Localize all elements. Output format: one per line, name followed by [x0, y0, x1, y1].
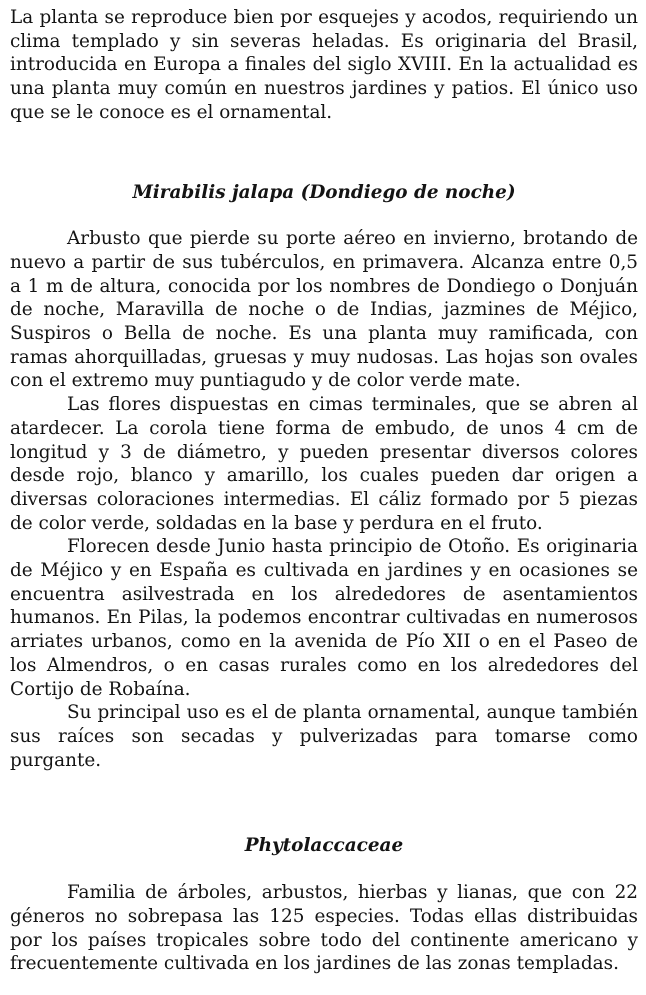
mirabilis-paragraph-4: Su principal uso es el de planta ornamental, aunque también sus raíces son secadas y pulverizadas para tomarse como purgante. — [10, 702, 638, 771]
mirabilis-paragraph-3: Florecen desde Junio hasta principio de Otoño. Es originaria de Méjico y en España es cultivada en jardines y en ocasiones se encuentra asilvestrada en los alrededores de asentamientos humanos. En Pilas, la podemos encontrar cultivadas en numerosos arriates urbanos, como en la avenida de Pío XII o en el Paseo de los Almendros, o en casas rurales como en los alrededores del Cortijo de Robaína. — [10, 536, 638, 700]
mirabilis-paragraph-1: Arbusto que pierde su porte aéreo en invierno, brotando de nuevo a partir de sus tubérculos, en primavera. Alcanza entre 0,5 a 1 m de altura, conocida por los nombres de Dondiego o Donjuán de noche, Maravilla de noche o de Indias, jazmines de Méjico, Suspiros o Bella de noche. Es una planta muy ramificada, con ramas ahorquilladas, gruesas y muy nudosas. Las hojas son ovales con el extremo muy puntiagudo y de color verde mate. — [10, 228, 638, 392]
document-page — [10, 6, 638, 976]
mirabilis-paragraph-2: Las flores dispuestas en cimas terminales, que se abren al atardecer. La corola tiene forma de embudo, de unos 4 cm de longitud y 3 de diámetro, y pueden presentar diversos colores desde rojo, blanco y amarillo, los cuales pueden dar origen a diversas coloraciones intermedias. El cáliz formado por 5 piezas de color verde, soldadas en la base y perdura en el fruto. — [10, 394, 638, 534]
phytolaccaceae-paragraph-1: Familia de árboles, arbustos, hierbas y lianas, que con 22 géneros no sobrepasa las 125 especies. Todas ellas distribuidas por los países tropicales sobre todo del continente americano y frecuentemente cultivada en los jardines de las zonas templadas. — [10, 882, 638, 975]
section-heading-phytolaccaceae: Phytolaccaceae — [244, 835, 404, 857]
intro-paragraph: La planta se reproduce bien por esquejes y acodos, requiriendo un clima templado y sin severas heladas. Es originaria del Brasil, introducida en Europa a finales del siglo XVIII. En la actualidad es una planta muy común en nuestros jardines y patios. El único uso que se le conoce es el ornamental. — [10, 7, 638, 123]
section-heading-mirabilis: Mirabilis jalapa (Dondiego de noche) — [132, 181, 516, 203]
